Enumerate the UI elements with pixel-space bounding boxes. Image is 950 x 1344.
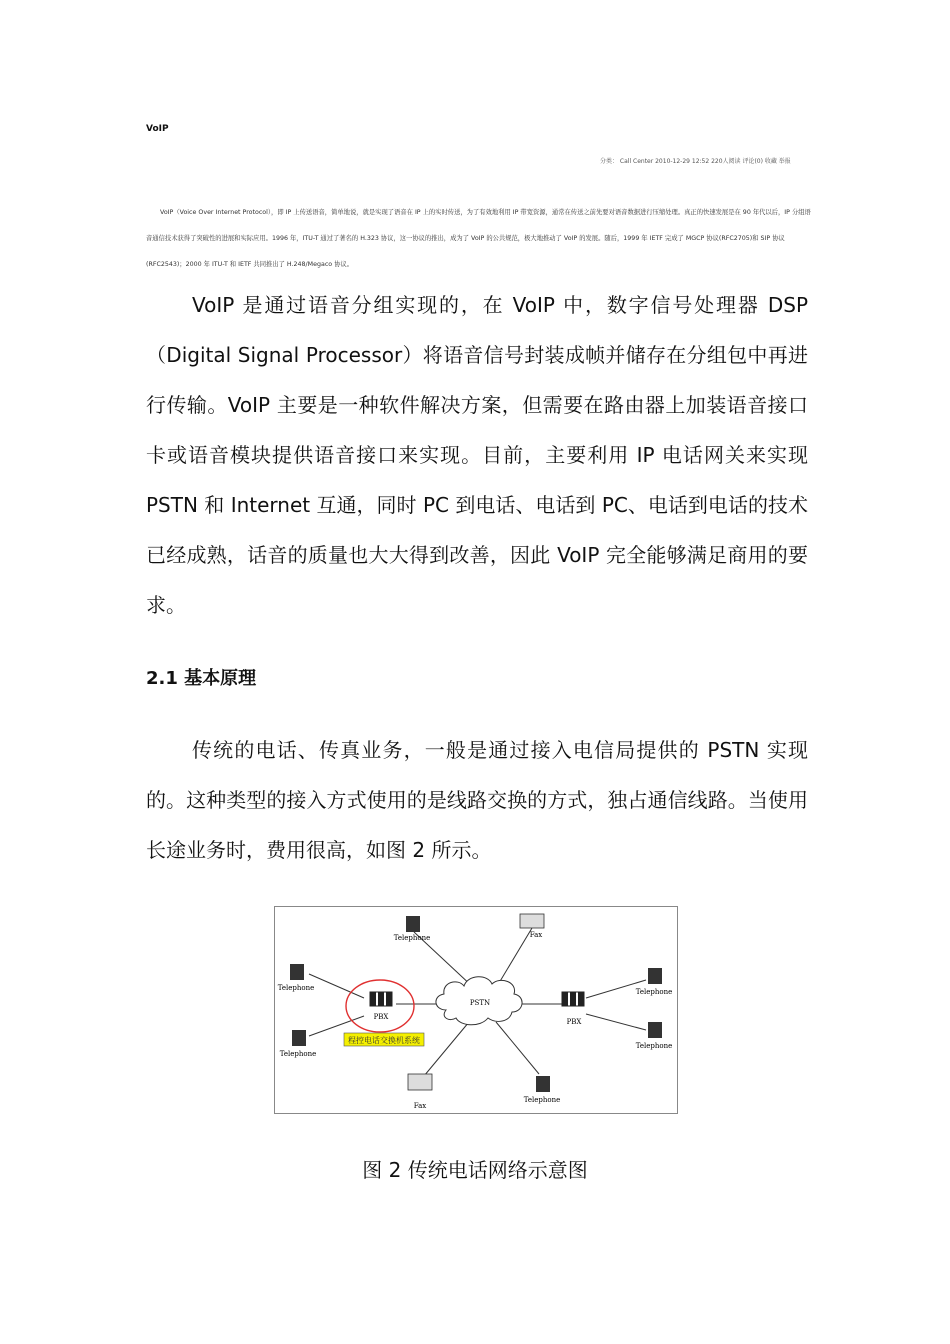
- tel-right-top-label: Telephone: [635, 988, 673, 996]
- tel-right-bottom-label: Telephone: [635, 1042, 673, 1050]
- intro-text: VoIP（Voice Over Internet Protocol），即 IP 上传送语音，简单地说，就是实现了语音在 IP 上的实时传送，为了有效地利用 IP 带宽资源，通常在传送之前先要对语音数据进行压缩处理。真正的快速发展是在 90 年代以后，IP 分组语音通信技术获得了突破性的进展和实际应用。1996 年，ITU-T 通过了著名的 H.323 协议，这一协议的推出，成为了 VoIP 的公共规范，极大地推动了 VoIP 的发展。随后，1999 年 IETF 完成了 MGCP 协议(RFC2705)和 SIP 协议(RFC2543)；2000 年 ITU-T 和 IETF 共同推出了 H.248/Megaco 协议。: [146, 209, 811, 268]
- intro-paragraph: [146, 200, 812, 278]
- fax-top-label: Fax: [529, 931, 543, 939]
- pbx-right-icon: [562, 992, 584, 1006]
- section-heading: 2.1 基本原理: [146, 668, 257, 689]
- pbx-left-label: PBX: [373, 1013, 389, 1021]
- network-diagram: [274, 906, 678, 1114]
- body-paragraph-1: [146, 280, 808, 630]
- pbx-left-icon: [370, 992, 392, 1006]
- tel-left-top-label: Telephone: [277, 984, 315, 992]
- paragraph-2-text: 传统的电话、传真业务，一般是通过接入电信局提供的 PSTN 实现的。这种类型的接入方式使用的是线路交换的方式，独占通信线路。当使用长途业务时，费用很高，如图 2 所示。: [146, 738, 808, 862]
- tel-left-bottom-label: Telephone: [279, 1050, 317, 1058]
- document-title: VoIP: [146, 124, 169, 134]
- pbx-right-label: PBX: [566, 1018, 582, 1026]
- paragraph-1-text: VoIP 是通过语音分组实现的，在 VoIP 中，数字信号处理器 DSP（Digital Signal Processor）将语音信号封装成帧并储存在分组包中再进行传输。VoIP 主要是一种软件解决方案，但需要在路由器上加装语音接口卡或语音模块提供语音接口来实现。目前，主要利用 IP 电话网关来实现 PSTN 和 Internet 互通，同时 PC 到电话、电话到 PC、电话到电话的技术已经成熟，话音的质量也大大得到改善，因此 VoIP 完全能够满足商用的要求。: [146, 293, 808, 617]
- tel-bottom-label: Telephone: [523, 1096, 561, 1104]
- fax-bottom-label: Fax: [413, 1102, 427, 1110]
- highlight-label: 程控电话交换机系统: [348, 1036, 420, 1045]
- tel-top-label: Telephone: [393, 934, 431, 942]
- post-meta: 分类： Call Center 2010-12-29 12:52 220人阅读 评论(0) 收藏 举报: [600, 158, 791, 165]
- figure-caption: 图 2 传统电话网络示意图: [362, 1158, 588, 1182]
- pstn-label: PSTN: [469, 999, 491, 1007]
- body-paragraph-2: [146, 725, 808, 875]
